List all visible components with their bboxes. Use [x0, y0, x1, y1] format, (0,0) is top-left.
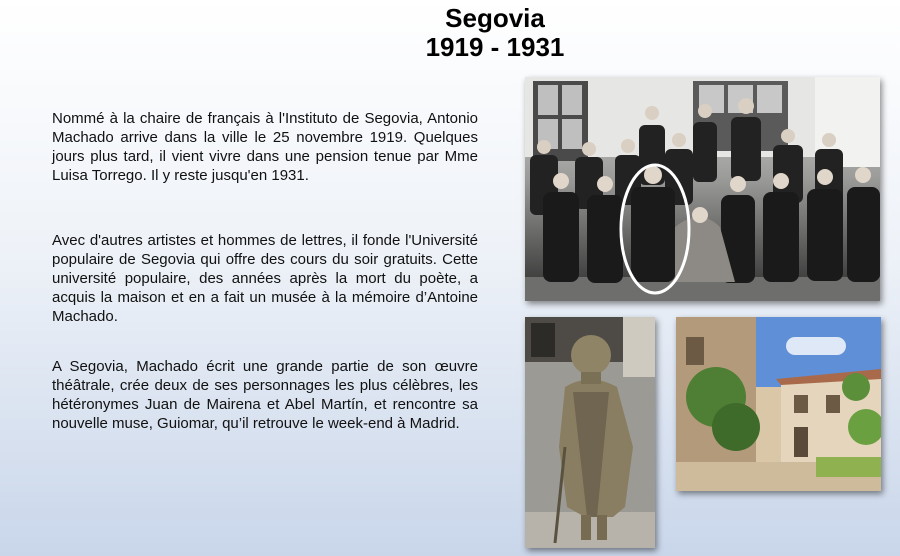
statue-photo — [525, 317, 655, 548]
title-years: 1919 - 1931 — [425, 32, 565, 62]
group-photo — [525, 77, 880, 301]
paragraph-works: A Segovia, Machado écrit une grande partie de son œuvre théâtrale, crée deux de ses personnages les plus célèbres, les hétéronymes Juan de Mairena et Abel Martín, et rencontre sa nouvelle muse, Guiomar, qu’il retrouve le week-end à Madrid. — [52, 358, 478, 432]
paragraph-arrival: Nommé à la chaire de français à l'Instituto de Segovia, Antonio Machado arrive dans la ville le 25 novembre 1919. Quelques jours plus tard, il vient vivre dans une pension tenue par Mme Luisa Torrego. Il y reste jusqu'en 1931. — [52, 110, 478, 184]
title-place: Segovia — [445, 3, 545, 33]
slide-title — [0, 4, 900, 62]
paragraph-university: Avec d'autres artistes et hommes de lettres, il fonde l'Université populaire de Segovia qui offre des cours du soir gratuits. Cette université populaire, des années après la mort du poète, a acquis la maison et en a fait un musée à la mémoire d’Antoine Machado. — [52, 232, 478, 325]
courtyard-photo — [676, 317, 881, 491]
